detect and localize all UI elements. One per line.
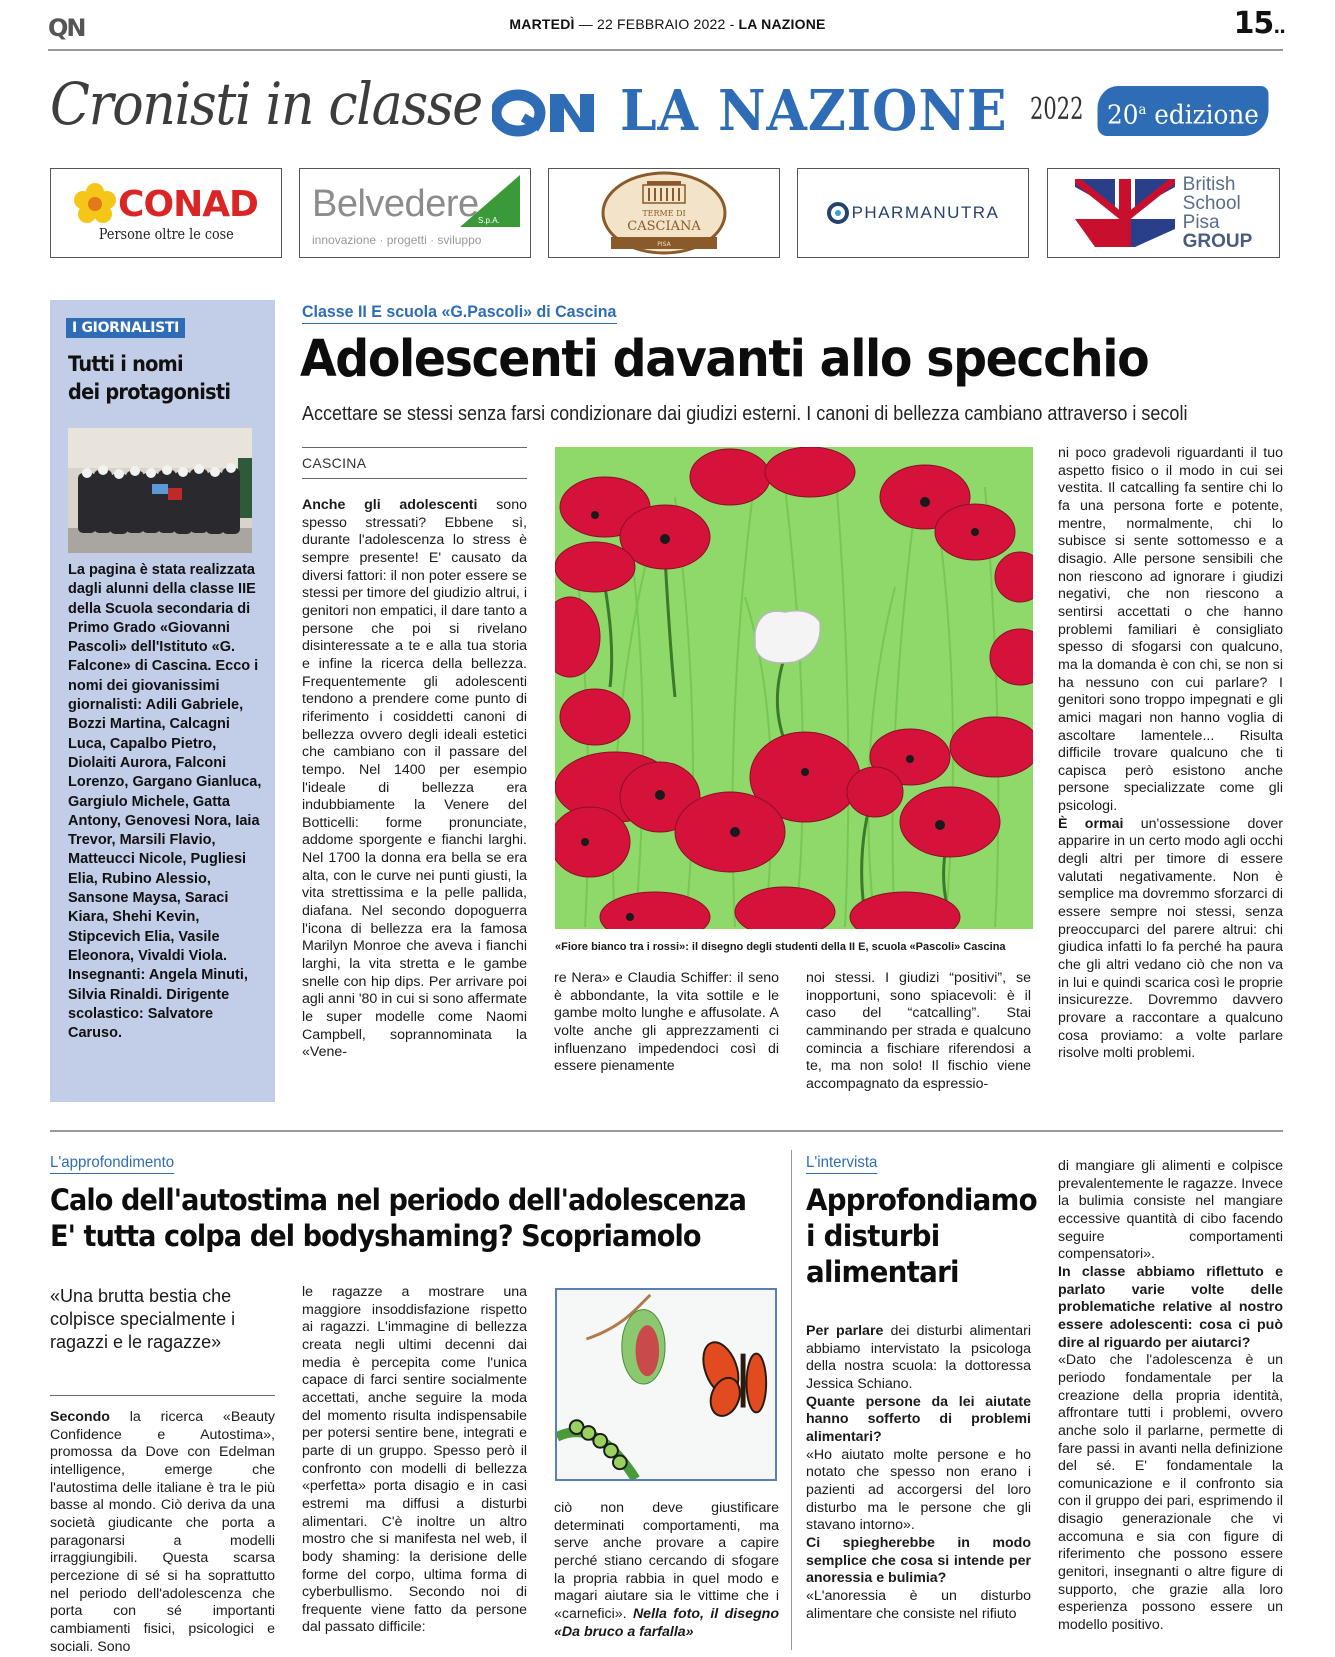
interview-question-2: Ci spiegherebbe in modo semplice che cosa si intende per anoressia e bulimia? <box>806 1534 1031 1587</box>
sidebar-title <box>68 350 230 406</box>
newspaper-title: LA NAZIONE <box>620 78 1008 144</box>
deep-dive-column-3 <box>554 1500 779 1641</box>
section-divider <box>50 1130 1283 1132</box>
sidebar-body <box>68 561 268 1043</box>
class-group-photo[interactable] <box>68 428 252 553</box>
dateline-rule-top <box>302 447 527 448</box>
interview-answer-1: «Ho aiutato molte persone e ho notato che spesso non erano i pazienti ad accorgersi del loro disturbo ma le persone che gli stavano intorno». <box>806 1446 1031 1534</box>
dateline-rule-bottom <box>302 478 527 479</box>
sponsor-british-school[interactable] <box>1047 168 1280 258</box>
sidebar-text: è stata realizzata dagli alunni della classe IIE della Scuola secondaria di Primo Grado «Giovanni Pascoli» dell'Istituto «G. Falcone» di Cascina. Ecco i nomi dei giovanissimi giornalisti: Adili Gabriele, Bozzi Martina, Calcagni Luca, Capalbo Pietro, Diolaiti Aurora, Falconi Lorenzo, Gargano Gianluca, Gargiulo Michele, Gatta Antony, Genovesi Nora, Iaia Trevor, Marsili Flavio, Matteucci Nicole, Pugliesi Elia, Rubino Alessio, Sansone Maysa, Saraci Kiara, Shehi Kevin, Stipcevich Elia, Vasile Eleonora, Vivaldi Viola. Insegnanti: Angela Minuti, Silvia Rinaldi. Dirigente scolastico: Salvatore Caruso. <box>68 562 262 1042</box>
dateline-date: — 22 FEBBRAIO 2022 - <box>578 16 735 32</box>
interview-question-3: In classe abbiamo riflettuto e parlato varie volte delle problematiche relative al nostro essere adolescenti: cosa ci può dire al riguardo per aiutarci? <box>1058 1263 1283 1351</box>
interview-column-1 <box>806 1323 1031 1623</box>
main-subheadline: Accettare se stessi senza farsi condizionare dai giudizi esterni. I canoni di bellezza cambiano attraverso i secoli <box>302 403 1188 425</box>
pull-quote: «Una brutta bestia che colpisce specialmente i ragazzi e le ragazze» <box>50 1286 236 1352</box>
sidebar-tag: I GIORNALISTI <box>66 318 185 338</box>
interview-column-2 <box>1058 1158 1283 1635</box>
flower-icon <box>74 183 116 225</box>
bsp-line-2: School <box>1182 193 1241 214</box>
svg-text:PISA: PISA <box>657 241 671 248</box>
conad-tagline: Persone oltre le cose <box>98 225 234 243</box>
main-kicker[interactable]: Classe II E scuola «G.Pascoli» di Cascina <box>302 302 616 324</box>
svg-text:TERME DI: TERME DI <box>642 209 686 218</box>
deep-dive-kicker[interactable]: L'approfondimento <box>50 1154 174 1174</box>
edition-number: 20 <box>1107 100 1139 131</box>
sidebar-title-line2: dei protagonisti <box>68 380 231 404</box>
bsp-line-3: Pisa <box>1182 212 1220 233</box>
deep-dive-headline-line2: E' tutta colpa del bodyshaming? Scopriamolo <box>50 1219 701 1253</box>
deep-dive-col1-text: la ricerca «Beauty Confidence e Autostima», promossa da Dove con Edelman intelligence, emerge che l'autostima delle italiane è tra le più basse al mondo. Ciò deriva da una società giudicante che porta a paragonarsi a modelli irraggiungibili. Questa scarsa percezione di sé si ha soprattutto nel periodo dell'adolescenza che porta con sé importanti cambiamenti fisici, psicologici e sociali. Sono <box>50 1409 275 1655</box>
british-school-text <box>1183 175 1253 251</box>
union-jack-icon <box>1075 179 1175 247</box>
interview-intro: dei disturbi alimentari abbiamo intervistato la psicologa della nostra scuola: la dottoressa Jessica Schiano. <box>806 1323 1031 1392</box>
dateline <box>0 16 1335 32</box>
main-col4-text-a: ni poco gradevoli riguardanti il tuo aspetto fisico o il modo in cui sei vestita. Il catcalling fa sentire chi lo fa una persona forte e potente, mentre, normalmente, chi lo subisce si sente sottomesso e a disagio. Alle persone sensibili che non riescono ad ignorare i giudizi negativi, che non riescono a sentirsi accettati o che hanno problemi familiari è consigliato spesso di sfogarsi con qualcuno, ma la domanda è con chi, se non si ha nessuno con cui parlare? I genitori sono troppo impegnati e gli amici magari non hanno voglia di ascoltare lamentele... Risulta difficile trovare qualcuno che ti capisca però esistono anche persone specializzate come gli psicologi. <box>1058 445 1283 815</box>
column-divider <box>791 1150 792 1650</box>
interview-lead: Per parlare <box>806 1323 884 1339</box>
bsp-group: GROUP <box>1182 231 1253 252</box>
main-col1-text: sono spesso stressati? Ebbene sì, durante l'adolescenza lo stress è sempre presente! E' causato da diversi fattori: il non poter essere se stessi per timore del giudizio altrui, i genitori non empatici, il dare tanto a persone che poi si rivelano disinteressate a te e alla tua storia e infine la ricerca della bellezza. Frequentemente gli adolescenti tendono a prendere come punto di riferimento i cosiddetti canoni di bellezza ovvero degli ideali estetici che cambiano con il passare del tempo. Nel 1400 per esempio l'ideale di bellezza era indubbiamente la Venere del Botticelli: forme pronunciate, addome sporgente e fianchi larghi. Nel 1700 la donna era bella se era alta, con le curve nei punti giusti, la vita strettissima e la pelle pallida, diafana. Nel secondo dopoguerra l'icona di bellezza era la famosa Marilyn Monroe che aveva i fianchi larghi, la vita stretta e le gambe snelle con hip dips. Per arrivare poi agli anni '80 in cui si sono affermate le super modelle come Naomi Campbell, soprannominata la «Vene- <box>302 497 527 1061</box>
interview-question-1: Quante persone da lei aiutate hanno sofferto di problemi alimentari? <box>806 1393 1031 1445</box>
sidebar-title-line1: Tutti i nomi <box>68 352 183 376</box>
deep-dive-col3-text: ciò non deve giustificare determinati comportamenti, ma serve anche provare a capire perché stiano cercando di sfogare la propria rabbia in quel modo e magari aiutare sia le vittime che i «carnefici». <box>554 1500 779 1622</box>
interview-headline: Approfondiamo i disturbi alimentari <box>806 1183 1037 1289</box>
main-lead: Anche gli adolescenti <box>302 497 478 513</box>
sidebar-lead: La pagina <box>68 562 136 578</box>
pharmanutra-logo-icon <box>827 202 849 224</box>
svg-text:QN: QN <box>48 14 85 40</box>
dateline-day: MARTEDÌ <box>509 16 575 32</box>
sponsor-belvedere[interactable] <box>299 168 531 258</box>
interview-answer-2a: «L'anoressia è un disturbo alimentare che consiste nel rifiuto <box>806 1587 1031 1622</box>
page-number-dots: .. <box>1273 17 1285 38</box>
belvedere-name: Belvedere <box>312 183 479 225</box>
interview-answer-2b: di mangiare gli alimenti e colpisce prevalentemente le ragazze. Invece la bulimia consiste nel mangiare eccessive quantità di cibo facendo seguire comportamenti compensatori». <box>1058 1158 1283 1263</box>
edition-word: edizione <box>1154 100 1259 131</box>
deep-dive-column-2: le ragazze a mostrare una maggiore insoddisfazione rispetto ai ragazzi. L'immagine di bellezza creata negli ultimi decenni dai media è percepita come l'unica capace di farci sentire socialmente accettati, anche seguire la moda del momento risulta indispensabile per potersi sentire bene, integrati e parte di un gruppo. Spesso però il confronto con modelli di bellezza «perfetta» porta disagio e in casi estremi ma diffusi a disturbi alimentari. C'è inoltre un altro mostro che si manifesta nel web, il body shaming: la derisione delle forme del corpo, ultima forma di cyberbullismo. Secondo noi di frequente viene fatto da persone dal passato difficile: <box>302 1284 527 1636</box>
page-number <box>1234 6 1285 41</box>
edition-year: 2022 <box>1030 92 1084 127</box>
main-column-1 <box>302 497 527 1062</box>
article-dateline: CASCINA <box>302 455 367 471</box>
svg-text:S.p.A.: S.p.A. <box>478 216 500 225</box>
conad-name: CONAD <box>118 183 258 225</box>
pharmanutra-name: PHARMANUTRA <box>851 203 1000 222</box>
bsp-line-1: British <box>1182 174 1236 195</box>
edition-badge <box>1098 86 1269 136</box>
deep-dive-column-1 <box>50 1409 275 1656</box>
main-column-2: re Nera» e Claudia Schiffer: il seno è abbondante, la vita sottile e le gambe molto lunghe e affusolate. A volte anche gli apprezzamenti ci influenzano impedendoci così di essere pienamente <box>554 970 779 1075</box>
belvedere-tagline: innovazione · progetti · sviluppo <box>312 233 482 247</box>
qn-brand-logo-icon <box>492 88 598 138</box>
section-title: Cronisti in classe <box>50 70 482 138</box>
sponsor-terme-casciana[interactable] <box>548 168 780 258</box>
deep-dive-lead: Secondo <box>50 1409 110 1425</box>
terme-casciana-logo-icon <box>601 171 727 255</box>
sponsor-conad[interactable] <box>50 168 282 258</box>
main-column-3: noi stessi. I giudizi “positivi”, se inopportuni, sono spiacevoli: è il caso del “catcalling”. Stai camminando per strada e qualcuno comincia a fischiare riferendosi a te, ma non solo! Il fischio viene accompagnato da espressio- <box>806 970 1031 1092</box>
main-col4-lead: È ormai <box>1058 815 1124 832</box>
deep-dive-headline <box>50 1182 746 1254</box>
butterfly-caption: Nella foto, il disegno «Da bruco a farfalla» <box>554 1605 779 1640</box>
main-col4-text-b: un'ossessione dover apparire in un certo modo agli occhi degli altri per timore di essere valutati negativamente. Non è semplice ma dovremmo sforzarci di essere sempre noi stessi, senza preoccuparci del parere altrui: chi giudica infatti lo fa perché ha paura che gli altri vedano ciò che non va in lui e quindi scarica così le proprie insicurezze. Dovremmo davvero provare a raccontare a qualcuno cosa proviamo: a volte parlare risolve molti problemi. <box>1058 815 1284 1062</box>
sponsor-pharmanutra[interactable] <box>797 168 1029 258</box>
main-headline: Adolescenti davanti allo specchio <box>300 330 1149 389</box>
interview-kicker[interactable]: L'intervista <box>806 1154 877 1174</box>
header-divider <box>48 49 1283 51</box>
dateline-publication: LA NAZIONE <box>738 16 826 32</box>
interview-answer-3: «Dato che l'adolescenza è un periodo fondamentale per la creazione della propria identità, affrontare tutti i problemi, ovvero anche solo il parlarne, permette di fare passi in avanti nella definizione del sé. E' fondamentale la comunicazione e il confronto sia con il gruppo dei pari, esprimendo il disagio generazionale che vi accomuna e sia con figure di riferimento che possono essere genitori, insegnanti o altre figure di supporto, che grazie alla loro esperienza possono essere un modello positivo. <box>1058 1352 1283 1634</box>
poppy-caption: «Fiore bianco tra i rossi»: il disegno degli studenti della II E, scuola «Pascoli» Cascina <box>555 941 1006 953</box>
deep-dive-headline-line1: Calo dell'autostima nel periodo dell'adolescenza <box>50 1183 747 1217</box>
pullquote-rule <box>50 1395 275 1396</box>
caterpillar-butterfly-drawing[interactable] <box>555 1288 777 1481</box>
poppy-drawing[interactable] <box>555 447 1033 929</box>
edition-sup: a <box>1138 102 1147 118</box>
main-column-4 <box>1058 445 1283 1063</box>
page-number-value: 15 <box>1233 6 1274 41</box>
svg-text:CASCIANA: CASCIANA <box>627 219 701 234</box>
